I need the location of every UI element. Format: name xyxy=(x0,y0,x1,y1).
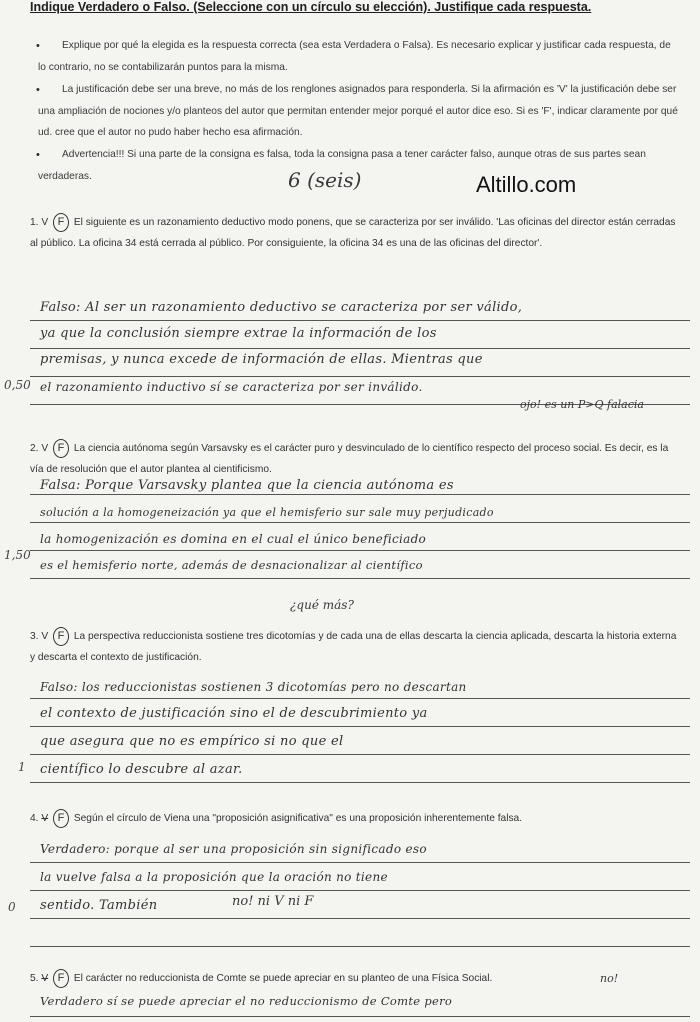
answer-3-line-3: que asegura que no es empírico si no que el xyxy=(40,734,344,749)
score-mark: 6 (seis) xyxy=(288,168,362,192)
question-5: 5. V F El carácter no reduccionista de Comte se puede apreciar en su planteo de una Física Social. xyxy=(30,968,680,989)
option-f-circled[interactable]: F xyxy=(53,627,69,646)
margin-score-4: 0 xyxy=(8,900,16,914)
bullet-1: • xyxy=(36,40,40,52)
answer-4-line-3: sentido. También xyxy=(40,898,158,913)
option-f-circled[interactable]: F xyxy=(53,439,69,458)
brand-watermark: Altillo.com xyxy=(476,172,577,197)
teacher-note-4: no! ni V ni F xyxy=(232,894,314,909)
margin-score-2: 1,50 xyxy=(4,548,31,562)
answer-1-line-3: premisas, y nunca excede de información de ellas. Mientras que xyxy=(40,352,483,367)
answer-3-line-1: Falso: los reduccionistas sostienen 3 dicotomías pero no descartan xyxy=(40,680,467,694)
option-f-circled[interactable]: F xyxy=(53,969,69,988)
answer-1-line-1: Falso: Al ser un razonamiento deductivo se caracteriza por ser válido, xyxy=(40,300,523,315)
instruction-3: Advertencia!!! Si una parte de la consigna es falsa, toda la consigna pasa a tener carácter falso, aunque otras de sus partes sean verdaderas. xyxy=(38,149,646,182)
bullet-2: • xyxy=(36,84,40,96)
margin-score-3: 1 xyxy=(18,760,26,774)
answer-1-line-2: ya que la conclusión siempre extrae la información de los xyxy=(40,326,437,341)
answer-2-line-4: es el hemisferio norte, además de desnacionalizar al científico xyxy=(40,558,423,572)
instruction-2: La justificación debe ser una breve, no más de los renglones asignados para responderla. Si la afirmación es 'V' la justificación debe ser una ampliación de nociones y/o planteos del autor que permitan entender mejor porqué el autor dice eso. Si es 'F', indicar claramente por qué ud. cree que el autor no pudo haber hecho esa afirmación. xyxy=(38,84,678,138)
teacher-note-5: no! xyxy=(600,972,619,985)
answer-4-line-2: la vuelve falsa a la proposición que la oración no tiene xyxy=(40,870,388,884)
question-2: 2. V F La ciencia autónoma según Varsavsky es el carácter puro y desvinculado de lo científico respecto del proceso social. Es decir, es la vía de resolución que el autor plantea al cientificismo. xyxy=(30,438,680,480)
answer-5-line-1: Verdadero sí se puede apreciar el no reduccionismo de Comte pero xyxy=(40,994,453,1008)
answer-1-line-4: el razonamiento inductivo sí se caracteriza por ser inválido. xyxy=(40,380,423,394)
answer-2-line-1: Falsa: Porque Varsavsky plantea que la ciencia autónoma es xyxy=(40,478,454,493)
teacher-note-1: ojo! es un P>Q falacia xyxy=(520,398,644,411)
answer-4-line-1: Verdadero: porque al ser una proposición sin significado eso xyxy=(40,842,427,856)
answer-2-line-3: la homogenización es domina en el cual el único beneficiado xyxy=(40,532,427,546)
bullet-3: • xyxy=(36,149,40,161)
teacher-note-2: ¿qué más? xyxy=(290,598,354,612)
option-f-circled[interactable]: F xyxy=(53,809,69,828)
option-f-circled[interactable]: F xyxy=(53,213,69,232)
question-4: 4. V F Según el círculo de Viena una "proposición asignificativa" es una proposición inherentemente falsa. xyxy=(30,808,680,829)
question-3: 3. V F La perspectiva reduccionista sostiene tres dicotomías y de cada una de ellas descarta la ciencia aplicada, descarta la historia externa y descarta el contexto de justificación. xyxy=(30,626,680,668)
instruction-1: Explique por qué la elegida es la respuesta correcta (sea esta Verdadera o Falsa). Es necesario explicar y justificar cada respuesta, de lo contrario, no se contabilizarán puntos para la misma. xyxy=(38,40,671,73)
option-v[interactable]: V xyxy=(41,443,49,454)
option-v[interactable]: V xyxy=(41,631,49,642)
margin-score-1: 0,50 xyxy=(4,378,31,392)
question-1: 1. V F El siguiente es un razonamiento deductivo modo ponens, que se caracteriza por ser inválido. 'Las oficinas del director están cerradas al público. La oficina 34 está cerrada al público. Por consiguiente, la oficina 34 es una de las oficinas del director'. xyxy=(30,212,680,254)
answer-2-line-2: solución a la homogeneización ya que el hemisferio sur sale muy perjudicado xyxy=(40,506,494,519)
exam-title: Indique Verdadero o Falso. (Seleccione con un círculo su elección). Justifique cada respuesta. xyxy=(30,0,592,14)
answer-3-line-2: el contexto de justificación sino el de descubrimiento ya xyxy=(40,706,428,721)
option-v-crossed[interactable]: V xyxy=(41,973,49,984)
answer-3-line-4: científico lo descubre al azar. xyxy=(40,762,243,777)
option-v[interactable]: V xyxy=(41,217,49,228)
option-v-crossed[interactable]: V xyxy=(41,813,49,824)
